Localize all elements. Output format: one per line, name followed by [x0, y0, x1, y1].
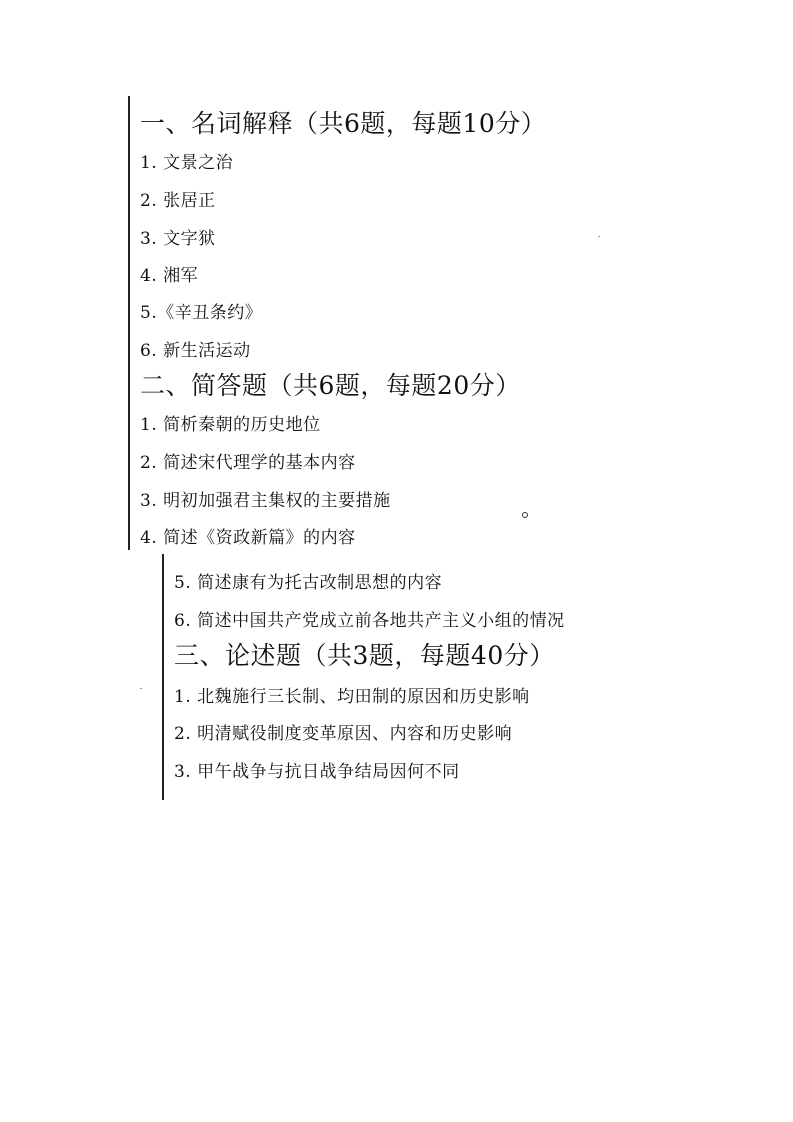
margin-line-top	[128, 96, 130, 550]
question-item: 1. 北魏施行三长制、均田制的原因和历史影响	[174, 687, 530, 707]
question-item: 5. 简述康有为托古改制思想的内容	[174, 573, 443, 593]
scan-speck	[140, 688, 142, 689]
question-item: 4. 简述《资政新篇》的内容	[140, 528, 356, 548]
question-item: 2. 张居正	[140, 191, 216, 211]
question-item: 5.《辛丑条约》	[140, 303, 263, 323]
question-item: 1. 文景之治	[140, 153, 234, 173]
question-item: 6. 新生活运动	[140, 341, 251, 361]
section-title-short-answer: 二、简答题（共6题，每题20分）	[140, 371, 521, 400]
section-title-essay: 三、论述题（共3题，每题40分）	[174, 641, 555, 670]
question-item: 3. 明初加强君主集权的主要措施	[140, 491, 391, 511]
question-item: 4. 湘军	[140, 266, 199, 286]
scan-dot	[522, 512, 528, 518]
question-item: 2. 简述宋代理学的基本内容	[140, 453, 356, 473]
margin-line-bottom	[162, 554, 164, 800]
question-item: 3. 甲午战争与抗日战争结局因何不同	[174, 762, 460, 782]
question-item: 3. 文字狱	[140, 229, 216, 249]
question-item: 1. 简析秦朝的历史地位	[140, 415, 321, 435]
section-title-terms: 一、名词解释（共6题，每题10分）	[140, 109, 547, 138]
scan-speck	[598, 236, 600, 237]
question-item: 2. 明清赋役制度变革原因、内容和历史影响	[174, 724, 513, 744]
question-item: 6. 简述中国共产党成立前各地共产主义小组的情况	[174, 611, 565, 631]
